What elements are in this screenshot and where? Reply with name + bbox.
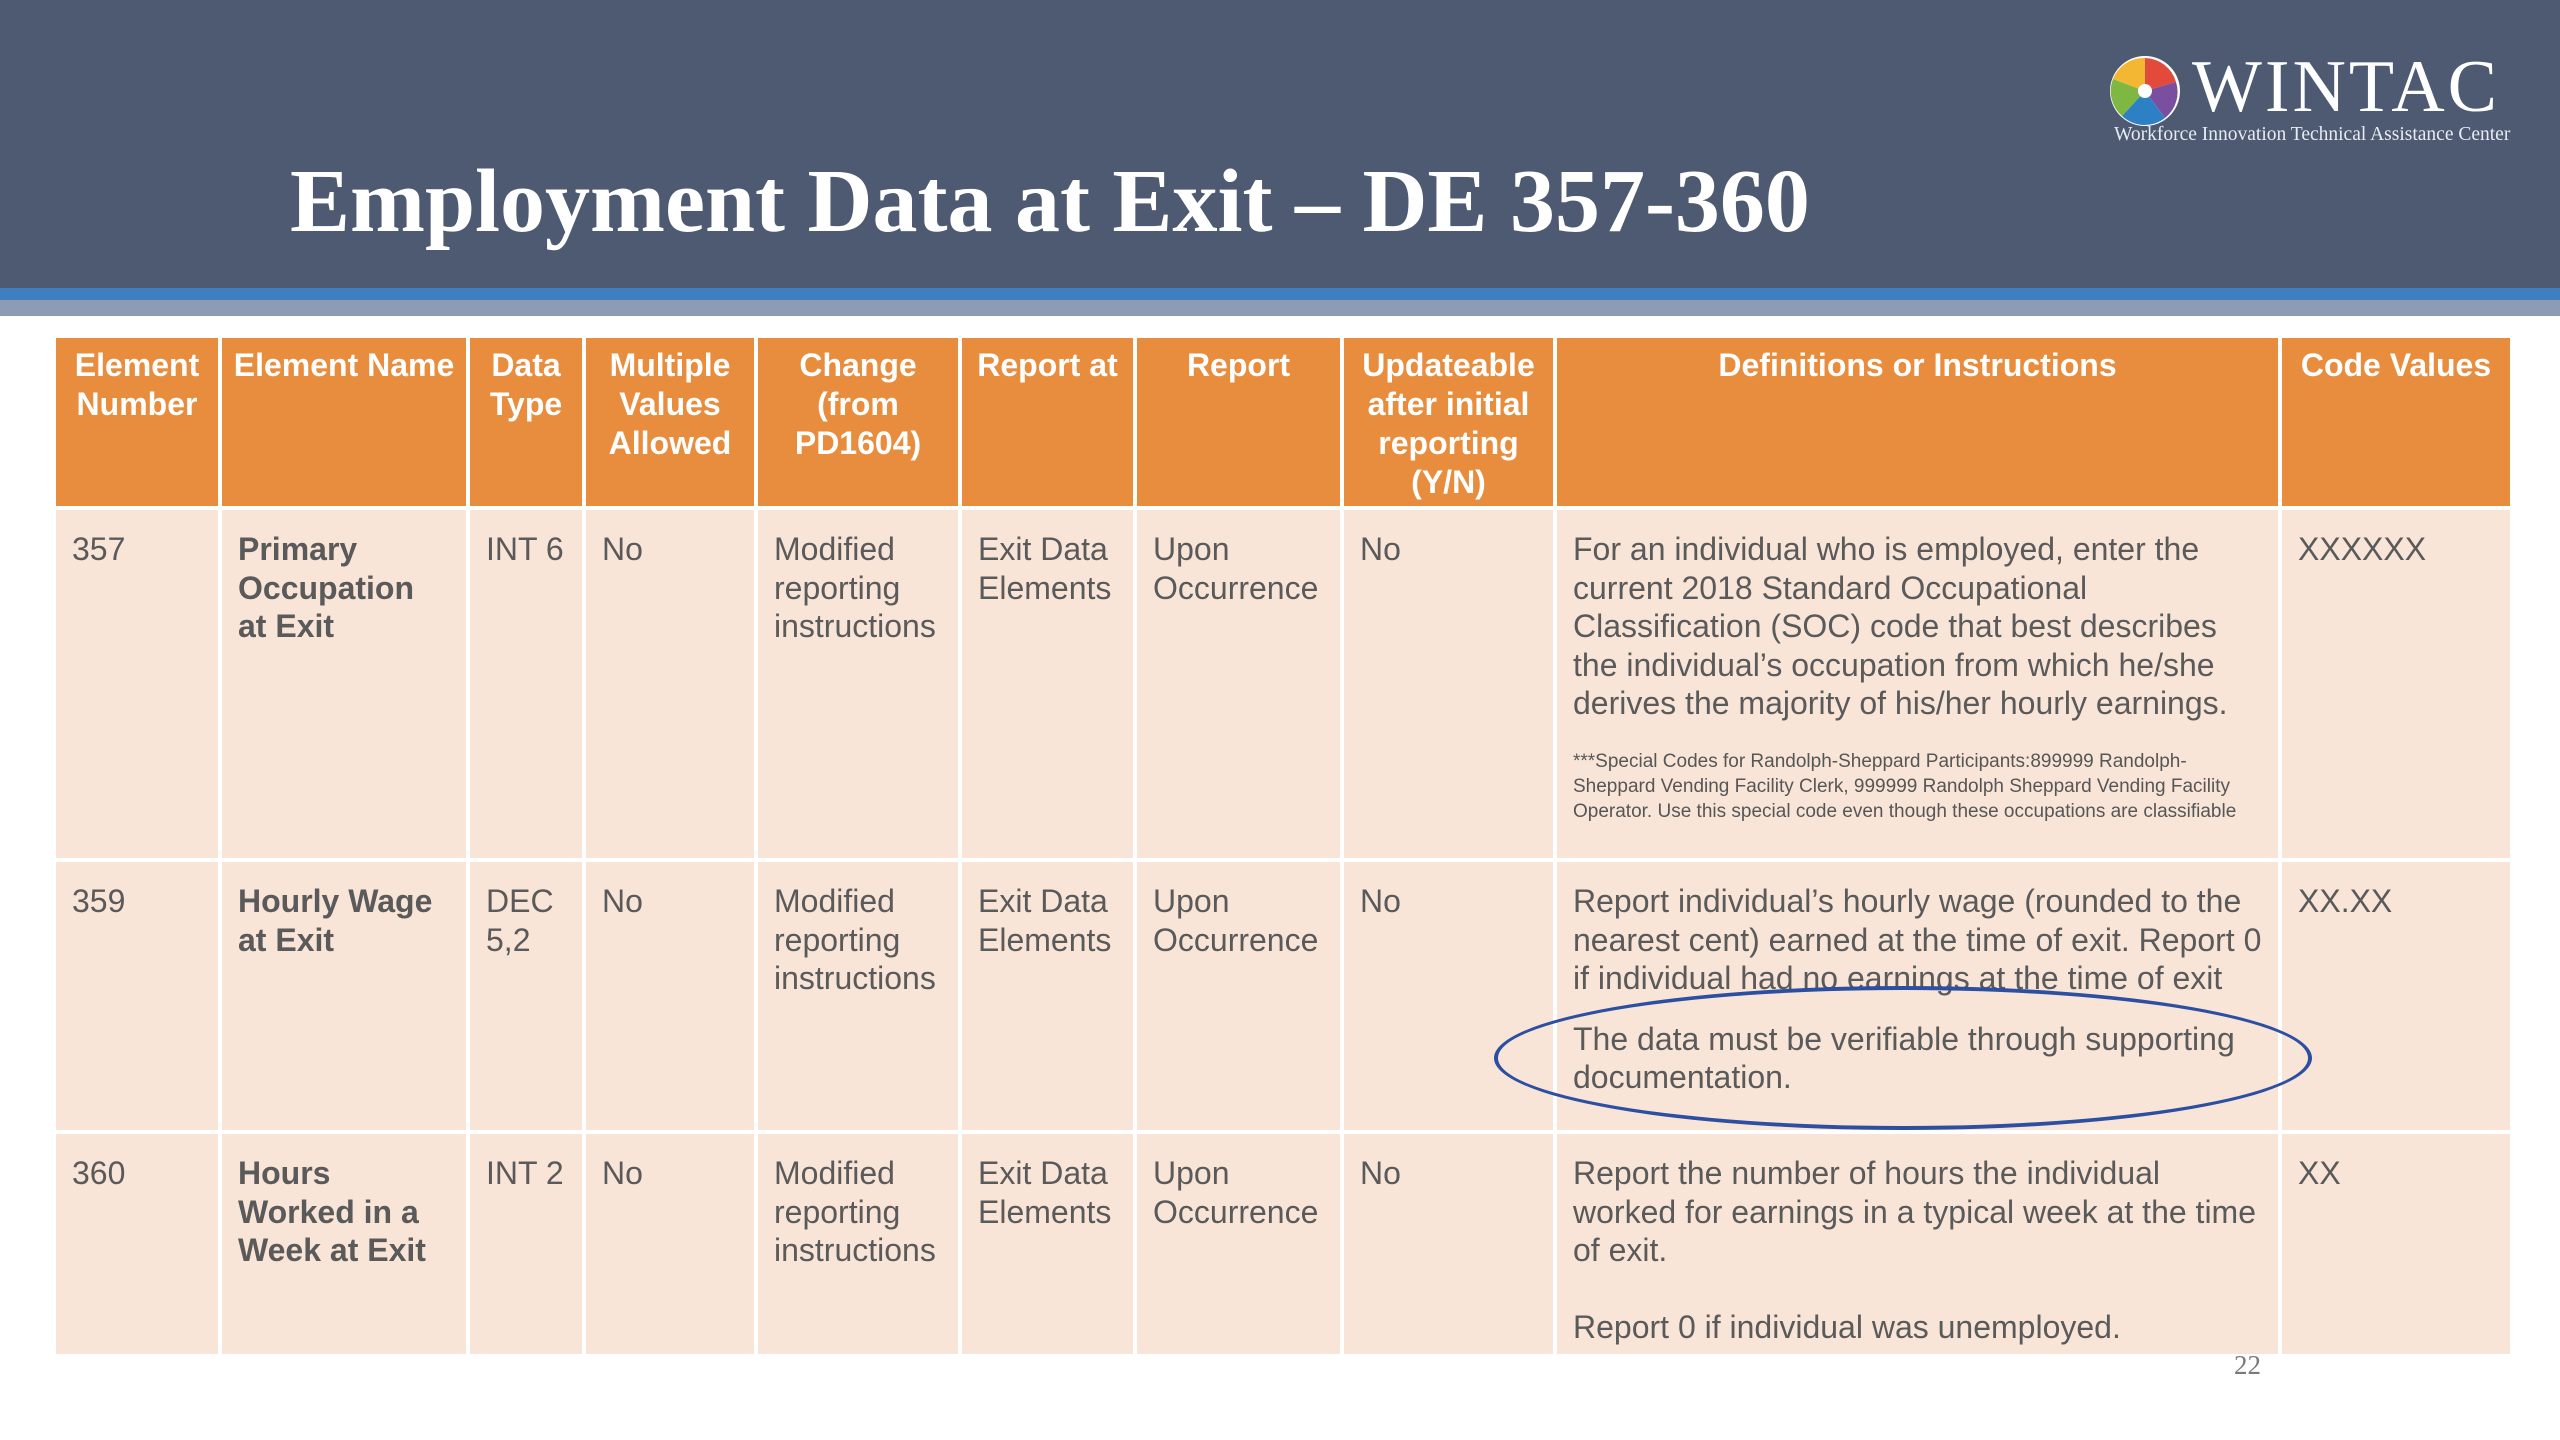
cell-code: XX.XX <box>2280 860 2512 1132</box>
cell-name: Hourly Wage at Exit <box>220 860 468 1132</box>
header-updateable: Updateable after initial reporting (Y/N) <box>1342 336 1555 508</box>
header-data-type: Data Type <box>468 336 584 508</box>
cell-change: Modified reporting instructions <box>756 860 960 1132</box>
cell-report-at: Exit Data Elements <box>960 508 1135 860</box>
cell-definition <box>1555 1132 2280 1356</box>
header-element-number: Element Number <box>54 336 220 508</box>
data-elements-table <box>52 334 2514 1358</box>
cell-report-at: Exit Data Elements <box>960 860 1135 1132</box>
cell-multiple: No <box>584 508 756 860</box>
logo-tagline: Workforce Innovation Technical Assistance Center <box>2114 124 2511 145</box>
cell-data-type: INT 2 <box>468 1132 584 1356</box>
cell-report: Upon Occurrence <box>1135 860 1342 1132</box>
wintac-logo <box>2108 48 2528 158</box>
header-report-at: Report at <box>960 336 1135 508</box>
header-report: Report <box>1135 336 1342 508</box>
cell-number: 360 <box>54 1132 220 1356</box>
cell-multiple: No <box>584 1132 756 1356</box>
cell-report-at: Exit Data Elements <box>960 1132 1135 1356</box>
cell-code: XX <box>2280 1132 2512 1356</box>
cell-name: Hours Worked in a Week at Exit <box>220 1132 468 1356</box>
header-accent-rule <box>0 288 2560 300</box>
verification-text: The data must be verifiable through supporting documentation. <box>1573 1020 2235 1095</box>
header-code-values: Code Values <box>2280 336 2512 508</box>
cell-updateable: No <box>1342 1132 1555 1356</box>
cell-name: Primary Occupation at Exit <box>220 508 468 860</box>
header-change: Change (from PD1604) <box>756 336 960 508</box>
special-codes-note: ***Special Codes for Randolph-Sheppard Participants:899999 Randolph-Sheppard Vending Facility Clerk, 999999 Randolph Sheppard Vending Facility Operator. Use this special code even though these occupations are classifiable <box>1573 750 2237 822</box>
cell-data-type: DEC 5,2 <box>468 860 584 1132</box>
cell-updateable: No <box>1342 508 1555 860</box>
table-row <box>54 508 2512 860</box>
slide-title: Employment Data at Exit – DE 357-360 <box>290 152 1810 251</box>
header-element-name: Element Name <box>220 336 468 508</box>
page-number: 22 <box>2234 1350 2261 1380</box>
cell-code: XXXXXX <box>2280 508 2512 860</box>
unemployed-note: Report 0 if individual was unemployed. <box>1573 1308 2121 1345</box>
table-row <box>54 1132 2512 1356</box>
logo-wordmark: WINTAC <box>2192 46 2501 128</box>
cell-definition <box>1555 860 2280 1132</box>
cell-report: Upon Occurrence <box>1135 1132 1342 1356</box>
cell-multiple: No <box>584 860 756 1132</box>
header-multiple-values: Multiple Values Allowed <box>584 336 756 508</box>
definition-text: Report individual’s hourly wage (rounded to the nearest cent) earned at the time of exit. Report 0 if individual had no earnings at the time of exit <box>1573 883 2262 996</box>
cell-change: Modified reporting instructions <box>756 1132 960 1356</box>
definition-text: Report the number of hours the individual worked for earnings in a typical week at the time of exit. <box>1573 1155 2256 1268</box>
cell-number: 359 <box>54 860 220 1132</box>
table-row <box>54 860 2512 1132</box>
cell-definition <box>1555 508 2280 860</box>
table-header-row <box>54 336 2512 508</box>
header-accent-rule-light <box>0 300 2560 316</box>
cell-data-type: INT 6 <box>468 508 584 860</box>
cell-number: 357 <box>54 508 220 860</box>
cell-change: Modified reporting instructions <box>756 508 960 860</box>
definition-text: For an individual who is employed, enter the current 2018 Standard Occupational Classification (SOC) code that best describes the individual’s occupation from which he/she derives the majority of his/her hourly earnings. <box>1573 531 2228 721</box>
cell-updateable: No <box>1342 860 1555 1132</box>
header-definitions: Definitions or Instructions <box>1555 336 2280 508</box>
pinwheel-logo-icon <box>2108 54 2182 128</box>
cell-report: Upon Occurrence <box>1135 508 1342 860</box>
